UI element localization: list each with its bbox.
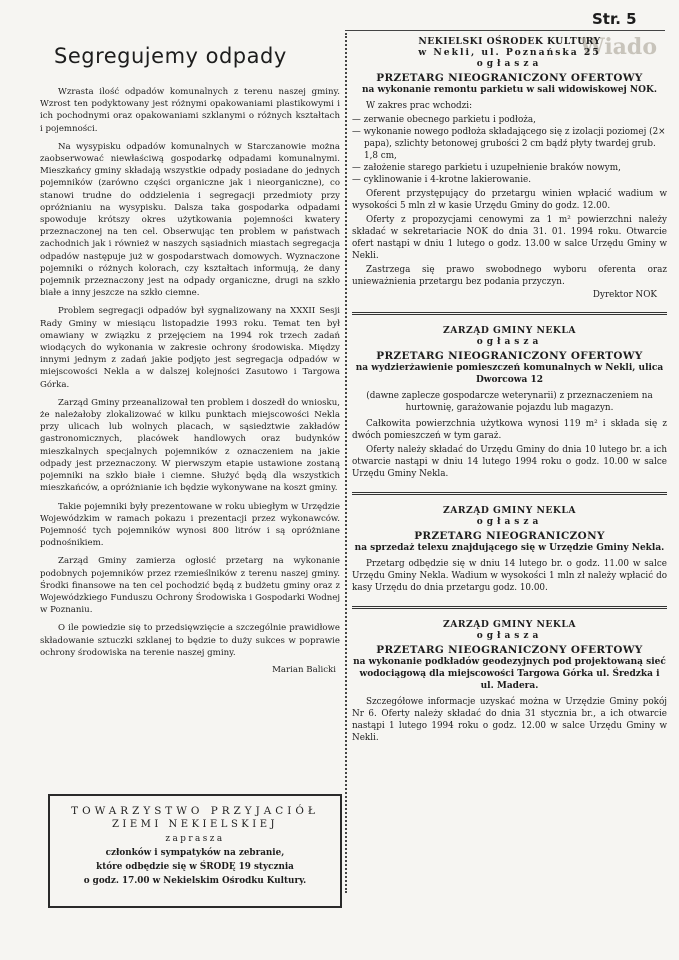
notice-telex: [352, 505, 667, 594]
list-item: — założenie starego parkietu i uzupełnienie braków nowym,: [352, 163, 621, 173]
header-ghost-text: Wiado: [580, 34, 657, 58]
notice-signature: Dyrektor NOK: [592, 290, 657, 300]
notice-paragraph: Szczegółowe informacje uzyskać można w Urzędzie Gminy pokój Nr 6. Oferty należy składać do dnia 31 stycznia br., a ich otwarcie nastąpi 1 lutego 1994 roku o godz. 12.00 w salce Urzędu Gminy w Nekli.: [352, 697, 667, 743]
society-name-line1: TOWARZYSTWO PRZYJACIÓŁ: [71, 805, 319, 817]
column-divider: [345, 33, 347, 893]
header-rule: [345, 30, 665, 31]
notice-title: PRZETARG NIEOGRANICZONY OFERTOWY: [376, 72, 643, 84]
notice-subject: na wykonanie podkładów geodezyjnych pod projektowaną sieć wodociągową dla miejscowości Targowa Górka ul. Średzka i ul. Madera.: [353, 657, 666, 691]
notice-separator: [352, 312, 667, 315]
notice-announces: ogłasza: [476, 631, 543, 641]
society-line1: członków i sympatyków na zebranie,: [105, 848, 285, 858]
society-invites: zaprasza: [165, 834, 225, 844]
article-paragraph: Zarząd Gminy zamierza ogłosić przetarg na wykonanie podobnych pojemników przez rzemieślników z terenu naszej gminy. Środki finansowe na ten cel pochodzić będą z budżetu gminy oraz z Wojewódzkiego Funduszu Ochrony Środowiska i Gospodarki Wodnej w Poznaniu.: [40, 556, 340, 616]
notice-org: NEKIELSKI OŚRODEK KULTURY: [418, 36, 601, 47]
notice-nok: [352, 36, 667, 300]
notice-intro: W zakres prac wchodzi:: [366, 101, 473, 111]
notice-org: ZARZĄD GMINY NEKLA: [443, 619, 576, 630]
notice-org-address: w Nekli, ul. Poznańska 25: [418, 47, 601, 58]
notice-geodesy: [352, 619, 667, 744]
article-paragraph: Zarząd Gminy przeanalizował ten problem i doszedł do wniosku, że należałoby zlokalizować w kilku punktach miejscowości Nekla przy ulicach lub wolnych placach, w sąsiedztwie zakładów gastronomicznych, placówek handlowych oraz budynków mieszkalnych specjalnych pojemników z oznaczeniem na jakie odpady jest przeznaczony. W pierwszym etapie ustawione zostaną pojemniki na szkło białe i ciemne. Służyć będą dla wszystkich mieszkańców, a opróżnianie ich będzie wykonywane na koszt gminy.: [40, 397, 340, 494]
article-paragraph: Na wysypisku odpadów komunalnych w Starczanowie można zaobserwować niewłaściwą gospodarkę odpadami komunalnymi. Mieszkańcy gminy składają wszystkie odpady posiadane do jednych pojemników (zarówno części organiczne jak i nieorganiczne), co stanowi trudne do oddzielenia i segregacji przedmioty przy opróżnianiu na wysypisku. Dalsza taka gospodarka odpadami spowoduje krótszy okres użytkowania pojemności kwatery przeznaczonej na ten cel. Obserwując ten problem w państwach zachodnich jak i również w naszych sąsiadnich miastach segregacja odpadów następuje już w gospodarstwach domowych. Wyznaczone pojemniki o różnych kolorach, czy kształtach informują, że dany pojemnik przeznaczony jest na odpady organiczne, drugi na szkło białe a inny jeszcze na szkło ciemne.: [40, 141, 340, 299]
notices-column: [352, 36, 667, 746]
notice-paragraph: Przetarg odbędzie się w dniu 14 lutego br. o godz. 11.00 w salce Urzędu Gminy Nekla. Wadium w wysokości 1 mln zł należy wpłacić do kasy Urzędu do dnia przetargu godz. 10.00.: [352, 559, 667, 593]
notice-subject: na wydzierżawienie pomieszczeń komunalnych w Nekli, ulica Dworcowa 12: [355, 363, 664, 385]
notice-title: PRZETARG NIEOGRANICZONY OFERTOWY: [376, 350, 643, 362]
notice-org: ZARZĄD GMINY NEKLA: [443, 505, 576, 516]
notice-org: ZARZĄD GMINY NEKLA: [443, 325, 576, 336]
society-invitation-box: [48, 794, 342, 908]
notice-subject: na wykonanie remontu parkietu w sali widowiskowej NOK.: [362, 85, 657, 95]
page-number: Str. 5: [592, 10, 637, 28]
notice-paragraph: Oferent przystępujący do przetargu winien wpłacić wadium w wysokości 5 mln zł w kasie Urzędu Gminy do godz. 12.00.: [352, 189, 667, 211]
notice-note: (dawne zaplecze gospodarcze weterynarii) z przeznaczeniem na hurtownię, garażowanie pojazdu lub magazyn.: [366, 391, 653, 413]
society-line2: które odbędzie się w ŚRODĘ 19 stycznia: [96, 862, 294, 872]
notice-paragraph: Całkowita powierzchnia użytkowa wynosi 119 m² i składa się z dwóch pomieszczeń w tym garaż.: [352, 419, 667, 441]
notice-announces: ogłasza: [476, 517, 543, 527]
article-title: Segregujemy odpady: [54, 44, 287, 68]
notice-title: PRZETARG NIEOGRANICZONY OFERTOWY: [376, 644, 643, 656]
notice-announces: ogłasza: [476, 337, 543, 347]
society-line3: o godz. 17.00 w Nekielskim Ośrodku Kultury.: [83, 876, 307, 886]
list-item: — zerwanie obecnego parkietu i podłoża,: [352, 115, 536, 125]
notice-announces: ogłasza: [476, 59, 543, 69]
list-item: — cyklinowanie i 4-krotne lakierowanie.: [352, 175, 532, 185]
notice-paragraph: Zastrzega się prawo swobodnego wyboru oferenta oraz unieważnienia przetargu bez podania przyczyn.: [352, 265, 667, 287]
article-paragraph: Wzrasta ilość odpadów komunalnych z terenu naszej gminy. Wzrost ten podyktowany jest różnymi opakowaniami plastikowymi i ich pochodnymi oraz opakowaniami szklanymi o różnych kształtach i pojemności.: [40, 87, 340, 134]
notice-subject: na sprzedaż telexu znajdującego się w Urzędzie Gminy Nekla.: [354, 543, 665, 553]
list-item: — wykonanie nowego podłoża składającego się z izolacji poziomej (2× papa), szlichty betonowej grubości 2 cm bądź płyty twardej grub. 1,8 cm,: [352, 127, 666, 161]
article-paragraph: O ile powiedzie się to przedsięwzięcie a szczególnie prawidłowe składowanie sztuczki szklanej to będzie to duży sukces w poprawie ochrony środowiska na terenie naszej gminy.: [40, 623, 340, 658]
article-author: Marian Balicki: [272, 664, 336, 675]
article-paragraph: Takie pojemniki były prezentowane w roku ubiegłym w Urzędzie Wojewódzkim w ramach pokazu i prezentacji przez wykonawców. Pojemność tych pojemników wynosi 800 litrów i są opróżniane podnośnikiem.: [40, 501, 340, 549]
article-paragraph: Problem segregacji odpadów był sygnalizowany na XXXII Sesji Rady Gminy w miesiącu listopadzie 1993 roku. Temat ten był omawiany w związku z przejęciem na 1994 rok trzech zadań wiodących do wykonania w zakresie ochrony środowiska. Między innymi jednym z zadań jakie podjęto jest segregacja odpadów w miejscowości Nekla a w dalszej kolejności Zasutowo i Targowa Górka.: [40, 306, 340, 390]
notice-paragraph: Oferty należy składać do Urzędu Gminy do dnia 10 lutego br. a ich otwarcie nastąpi w dniu 14 lutego 1994 roku o godz. 10.00 w salce Urzędu Gminy Nekla.: [352, 445, 667, 479]
society-name-line2: ZIEMI NEKIELSKIEJ: [111, 819, 279, 830]
notice-scope-list: [352, 114, 667, 186]
notice-lease: [352, 325, 667, 480]
notice-title: PRZETARG NIEOGRANICZONY: [414, 530, 605, 542]
left-article: [40, 44, 340, 675]
notice-paragraph: Oferty z propozycjami cenowymi za 1 m² powierzchni należy składać w sekretariacie NOK do dnia 31. 01. 1994 roku. Otwarcie ofert nastąpi w dniu 1 lutego o godz. 13.00 w salce Urzędu Gminy w Nekli.: [352, 215, 667, 261]
notice-separator: [352, 492, 667, 495]
notice-separator: [352, 606, 667, 609]
